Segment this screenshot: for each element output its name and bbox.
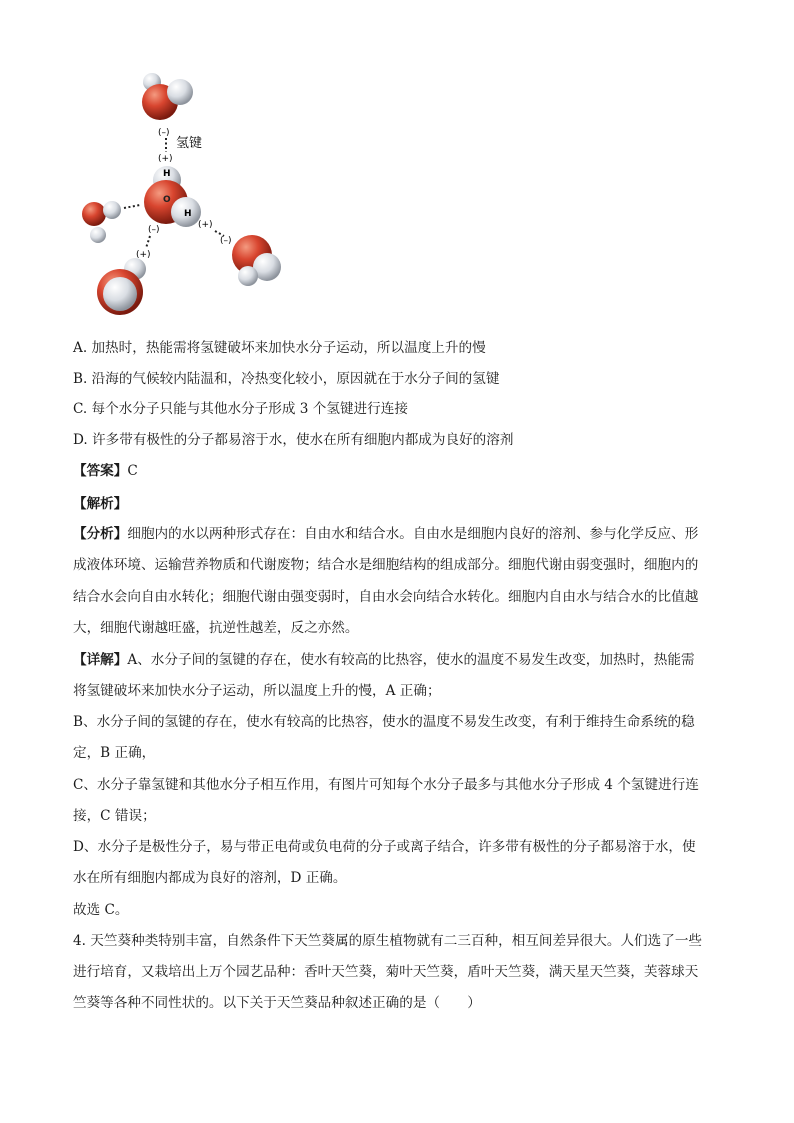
answer-label: 【答案】: [73, 463, 128, 479]
charge-pos-right: (+): [198, 220, 213, 230]
water-molecule-center: [144, 166, 201, 227]
xiangjie-line-1: [73, 650, 733, 670]
charge-pos-lower: (+): [136, 250, 151, 260]
water-molecule-right: [232, 235, 281, 286]
fenxi-text-1: 细胞内的水以两种形式存在：自由水和结合水。自由水是细胞内良好的溶剂、参与化学反应、形: [127, 526, 699, 542]
hbond-label: 氢键: [176, 136, 203, 151]
xiangjie-line-7: D、水分子是极性分子，易与带正电荷或负电荷的分子或离子结合，许多带有极性的分子都易溶于水，使: [73, 839, 696, 855]
charge-pos-top: (+): [158, 154, 173, 164]
hbond-dots-lower: [146, 236, 150, 248]
xiangjie-line-2: 将氢键破坏来加快水分子运动，所以温度上升的慢，A 正确；: [73, 683, 441, 699]
option-d: D. 许多带有极性的分子都易溶于水，使水在所有细胞内都成为良好的溶剂: [73, 432, 514, 448]
fenxi-line-1: [73, 524, 733, 544]
hbond-dots-left: [124, 205, 140, 208]
option-c: C. 每个水分子只能与其他水分子形成 3 个氢键进行连接: [73, 401, 408, 417]
atom-h-right: H: [184, 209, 192, 219]
fenxi-label: 【分析】: [73, 526, 128, 542]
answer-line: [73, 461, 733, 481]
charge-neg-lower: (–): [148, 225, 160, 235]
question4-line-1: 4. 天竺葵种类特别丰富，自然条件下天竺葵属的原生植物就有二三百种，相互间差异很大。人们选了一些: [73, 933, 703, 949]
xiangjie-line-8: 水在所有细胞内都成为良好的溶剂，D 正确。: [73, 870, 347, 886]
xiangjie-line-4: 定，B 正确，: [73, 745, 156, 761]
xiangjie-line-6: 接，C 错误；: [73, 808, 156, 824]
charge-neg-right: (–): [220, 236, 232, 246]
option-a: A. 加热时，热能需将氢键破坏来加快水分子运动，所以温度上升的慢: [73, 340, 486, 356]
water-hbond-figure: [70, 62, 310, 324]
xiangjie-line-3: B、水分子间的氢键的存在，使水有较高的比热容，使水的温度不易发生改变，有利于维持生命系统的稳: [73, 714, 695, 730]
xiangjie-text-1: A、水分子间的氢键的存在，使水有较高的比热容，使水的温度不易发生改变，加热时，热能需: [127, 652, 695, 668]
atom-h-top: H: [163, 169, 171, 179]
charge-neg-top: (–): [158, 128, 170, 138]
water-molecules-diagram: [70, 62, 310, 324]
question4-line-2: 进行培育，又栽培出上万个园艺品种：香叶天竺葵，菊叶天竺葵，盾叶天竺葵，满天星天竺葵，芙蓉球天: [73, 964, 699, 980]
atom-o: O: [163, 195, 171, 205]
xiangjie-label: 【详解】: [73, 652, 128, 668]
fenxi-line-3: 结合水会向自由水转化；细胞代谢由强变弱时，自由水会向结合水转化。细胞内自由水与结合水的比值越: [73, 589, 699, 605]
question4-line-3: 竺葵等各种不同性状的。以下关于天竺葵品种叙述正确的是（ ）: [73, 995, 481, 1011]
analysis-label: 【解析】: [73, 496, 128, 512]
conclusion: 故选 C。: [73, 902, 129, 918]
water-molecule-left: [82, 201, 121, 243]
water-molecule-top: [142, 73, 193, 120]
xiangjie-line-5: C、水分子靠氢键和其他水分子相互作用，有图片可知每个水分子最多与其他水分子形成 4 个氢键进行连: [73, 777, 699, 793]
answer-value: C: [127, 463, 138, 479]
fenxi-line-2: 成液体环境、运输营养物质和代谢废物；结合水是细胞结构的组成部分。细胞代谢由弱变强时，细胞内的: [73, 557, 699, 573]
water-molecule-bottom: [97, 258, 146, 315]
fenxi-line-4: 大，细胞代谢越旺盛，抗逆性越差，反之亦然。: [73, 620, 359, 636]
option-b: B. 沿海的气候较内陆温和，冷热变化较小，原因就在于水分子间的氢键: [73, 371, 500, 387]
